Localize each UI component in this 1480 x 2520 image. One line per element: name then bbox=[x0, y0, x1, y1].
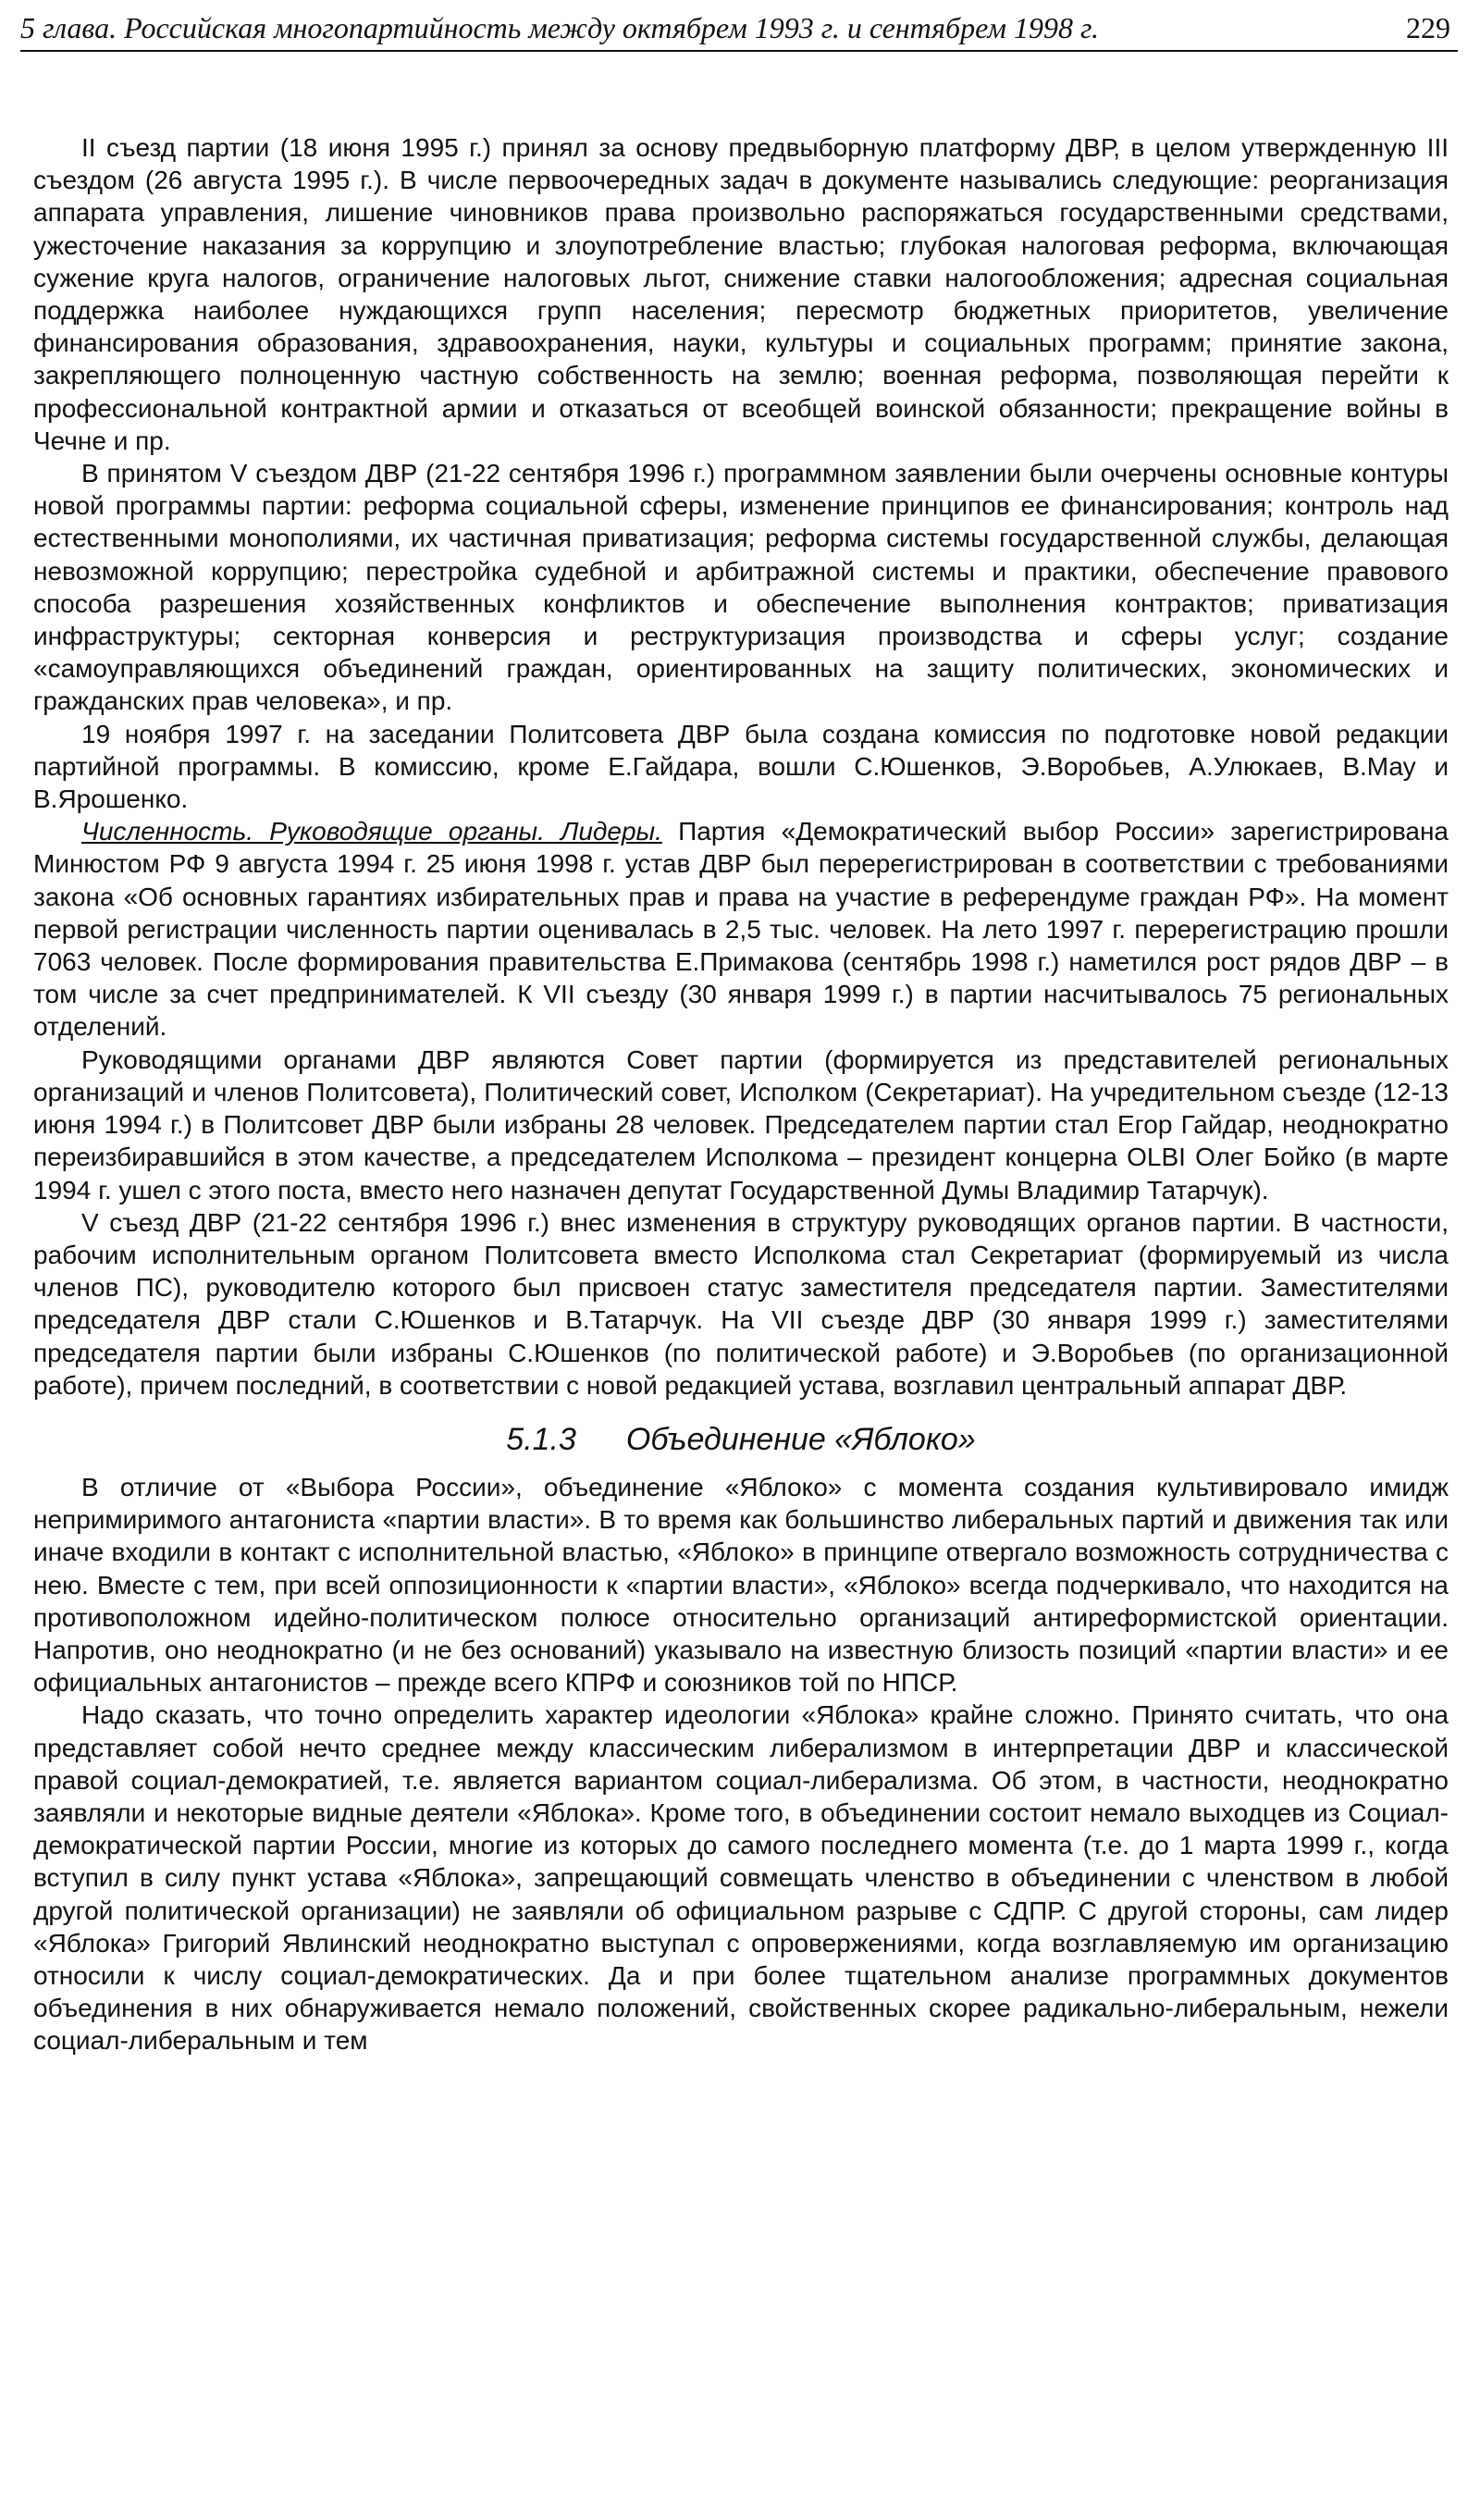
paragraph-text: V съезд ДВР (21-22 сентября 1996 г.) внес изменения в структуру руководящих органов партии. В частности, рабочим исполнительным органом Политсовета вместо Исполкома стал Секретариат (формируемый из числа членов ПС), руководителю которого был присвоен статус заместителя председателя партии. Заместителями председателя ДВР стали С.Юшенков и В.Татарчук. На VII съезде ДВР (30 января 1999 г.) заместителями председателя партии были избраны С.Юшенков (по политической работе) и Э.Воробьев (по организационной работе), причем последний, в соответствии с новой редакцией устава, возглавил центральный аппарат ДВР. bbox=[33, 1207, 1449, 1400]
paragraph bbox=[33, 1699, 1449, 2057]
inline-subheading: Численность. Руководящие органы. Лидеры. bbox=[81, 817, 662, 846]
paragraph bbox=[33, 1206, 1449, 1402]
paragraph-text: 19 ноября 1997 г. на заседании Политсовета ДВР была создана комиссия по подготовке новой редакции партийной программы. В комиссию, кроме Е.Гайдара, вошли С.Юшенков, Э.Воробьев, А.Улюкаев, В.Мау и В.Ярошенко. bbox=[33, 719, 1449, 814]
paragraph-text: В отличие от «Выбора России», объединение «Яблоко» с момента создания культивировало имидж непримиримого антагониста «партии власти». В то время как большинство либеральных партий и движения так или иначе входили в контакт с исполнительной властью, «Яблоко» в принципе отвергало возможность сотрудничества с нею. Вместе с тем, при всей оппозиционности к «партии власти», «Яблоко» всегда подчеркивало, что находится на противоположном идейно-политическом полюсе относительно организаций антиреформистской ориентации. Напротив, оно неоднократно (и не без оснований) указывало на известную близость позиций «партии власти» и ее официальных антагонистов – прежде всего КПРФ и союзников той по НПСР. bbox=[33, 1472, 1449, 1698]
paragraph-text: Надо сказать, что точно определить характер идеологии «Яблока» крайне сложно. Принято считать, что она представляет собой нечто среднее между классическим либерализмом в интерпретации ДВР и классической правой социал-демократией, т.е. является вариантом социал-либерализма. Об этом, в частности, неоднократно заявляли и некоторые видные деятели «Яблока». Кроме того, в объединении состоит немало выходцев из Социал-демократической партии России, многие из которых до самого последнего момента (т.е. до 1 марта 1999 г., когда вступил в силу пункт устава «Яблока», запрещающий совмещать членство в объединении с членством в любой другой политической организации) не заявляли об официальном разрыве с СДПР. С другой стороны, сам лидер «Яблока» Григорий Явлинский неоднократно выступал с опровержениями, когда возглавляемую им организацию относили к числу социал-демократических. Да и при более тщательном анализе программных документов объединения в них обнаруживается немало положений, свойственных скорее радикально-либеральным, нежели социал-либеральным и тем bbox=[33, 1700, 1449, 2056]
paragraph bbox=[33, 1471, 1449, 1699]
paragraph bbox=[33, 131, 1449, 457]
paragraph-text: Партия «Демократический выбор России» зарегистрирована Минюстом РФ 9 августа 1994 г. 25 июня 1998 г. устав ДВР был перерегистрирован в соответствии с требованиями закона «Об основных гарантиях избирательных прав и права на участие в референдуме граждан РФ». На момент первой регистрации численность партии оценивалась в 2,5 тыс. человек. На лето 1997 г. перерегистрацию прошли 7063 человек. После формирования правительства Е.Примакова (сентябрь 1998 г.) наметился рост рядов ДВР – в том числе за счет предпринимателей. К VII съезду (30 января 1999 г.) в партии насчитывалось 75 региональных отделений. bbox=[33, 817, 1449, 1042]
paragraph bbox=[33, 718, 1449, 816]
running-title: 5 глава. Российская многопартийность между октябрем 1993 г. и сентябрем 1998 г. bbox=[20, 11, 1100, 44]
section-title: Объединение «Яблоко» bbox=[625, 1421, 976, 1457]
paragraph-text: Руководящими органами ДВР являются Совет партии (формируется из представителей региональных организаций и членов Политсовета), Политический совет, Исполком (Секретариат). На учредительном съезде (12-13 июня 1994 г.) в Политсовет ДВР были избраны 28 человек. Председателем партии стал Егор Гайдар, неоднократно переизбиравшийся в этом качестве, а председателем Исполкома – президент концерна OLBI Олег Бойко (в марте 1994 г. ушел с этого поста, вместо него назначен депутат Государственной Думы Владимир Татарчук). bbox=[33, 1044, 1449, 1204]
body-text bbox=[33, 131, 1449, 2057]
section-number: 5.1.3 bbox=[506, 1421, 576, 1457]
page-number: 229 bbox=[1406, 11, 1450, 44]
paragraph-text: В принятом V съездом ДВР (21-22 сентября 1996 г.) программном заявлении были очерчены основные контуры новой программы партии: реформа социальной сферы, изменение принципов ее финансирования; контроль над естественными монополиями, их частичная приватизация; реформа системы государственной службы, делающая невозможной коррупцию; перестройка судебной и арбитражной системы и практики, обеспечение правового способа разрешения хозяйственных конфликтов и обеспечение выполнения контрактов; приватизация инфраструктуры; секторная конверсия и реструктуризация производства и сферы услуг; создание «самоуправляющихся объединений граждан, ориентированных на защиту политических, экономических и гражданских прав человека», и пр. bbox=[33, 459, 1449, 716]
paragraph-text: II съезд партии (18 июня 1995 г.) принял за основу предвыборную платформу ДВР, в целом утвержденную III съездом (26 августа 1995 г.). В числе первоочередных задач в документе назывались следующие: реорганизация аппарата управления, лишение чиновников права произвольно распоряжаться государственными средствами, ужесточение наказания за коррупцию и злоупотребление властью; глубокая налоговая реформа, включающая сужение круга налогов, ограничение налоговых льгот, снижение ставки налогообложения; адресная социальная поддержка наиболее нуждающихся групп населения; пересмотр бюджетных приоритетов, увеличение финансирования образования, здравоохранения, науки, культуры и социальных программ; принятие закона, закрепляющего полноценную частную собственность на землю; военная реформа, позволяющая перейти к профессиональной контрактной армии и отказаться от всеобщей воинской обязанности; прекращение войны в Чечне и пр. bbox=[33, 133, 1449, 455]
paragraph bbox=[33, 815, 1449, 1043]
running-header bbox=[20, 7, 1458, 52]
paragraph bbox=[33, 1044, 1449, 1206]
section-heading bbox=[33, 1421, 1449, 1458]
paragraph bbox=[33, 457, 1449, 718]
